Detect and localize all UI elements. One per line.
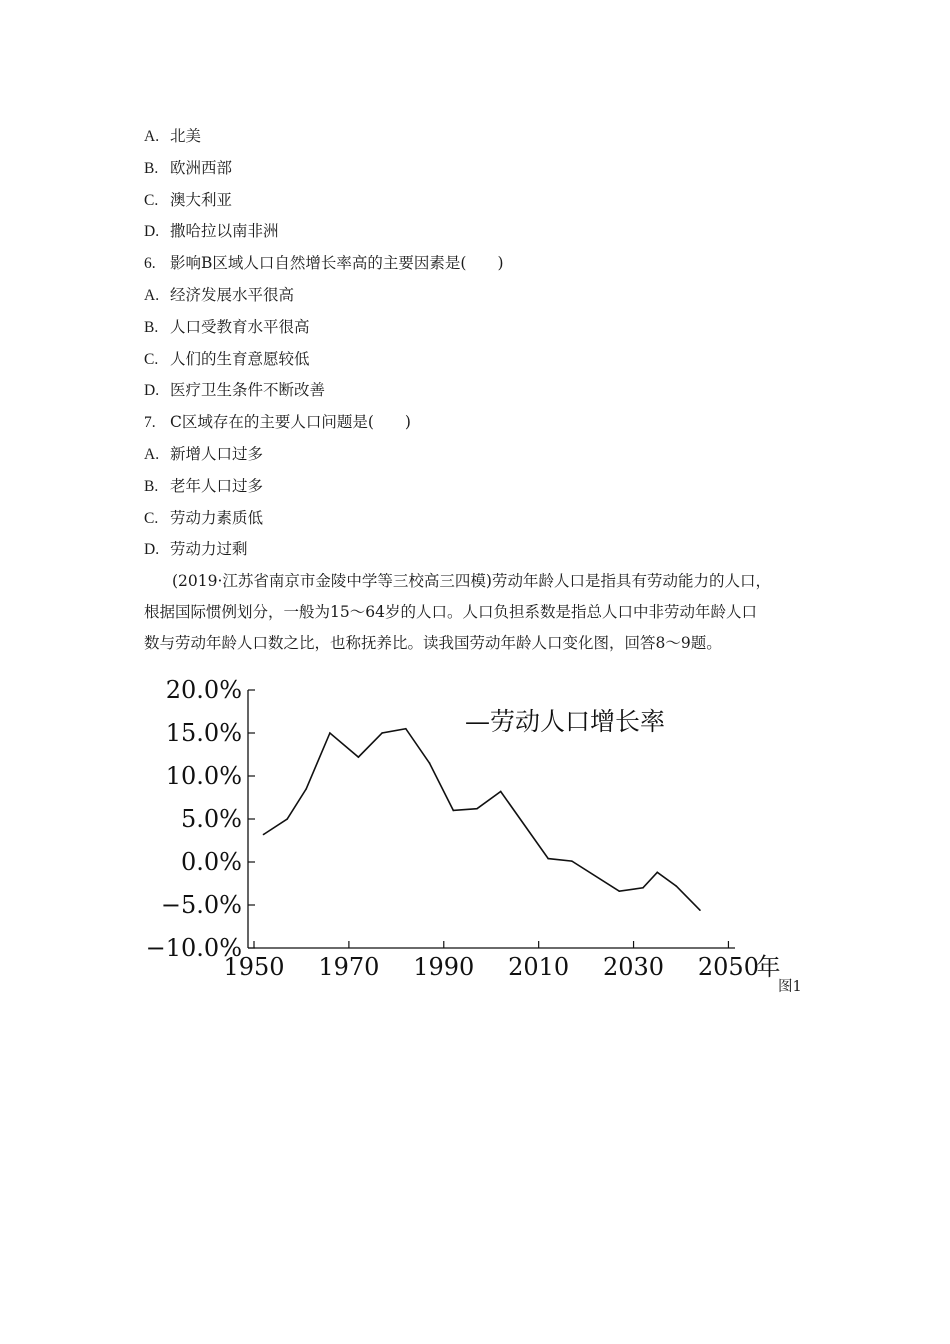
y-tick-label: 0.0% [181,848,242,876]
line-label: C. [144,350,159,368]
y-tick-label: 5.0% [181,805,242,833]
x-tick-label: 1970 [318,953,380,981]
x-tick-label: 2030 [603,953,665,981]
passage [144,566,824,659]
x-tick-label: 1990 [413,953,475,981]
data-point [405,728,407,730]
passage-line-3: 数与劳动年龄人口数之比，也称抚养比。读我国劳动年龄人口变化图，回答8～9题。 [144,634,722,652]
data-point [500,791,502,793]
x-tick-label: 2050 [697,953,759,981]
x-tick-label: 1950 [223,953,285,981]
line-text: 撒哈拉以南非洲 [170,222,279,241]
data-point [699,909,701,911]
line-text: 劳动力过剩 [170,540,248,559]
option-line [144,219,279,241]
line-label: B. [144,477,159,495]
line-label: A. [144,287,160,304]
y-tick-label: 10.0% [165,762,242,790]
legend-label: —劳动人口增长率 [465,707,666,736]
line-text: 影响B区域人口自然增长率高的主要因素是( ) [170,254,504,273]
data-point [305,788,307,790]
data-point [476,808,478,810]
line-label: 7. [144,414,156,432]
line-text: 新增人口过多 [170,445,264,463]
line-label: D. [144,541,160,559]
line-text: 北美 [170,127,202,145]
line-text: 欧洲西部 [170,158,233,177]
y-tick-label: 15.0% [165,719,242,747]
line-label: B. [144,318,159,336]
line-label: A. [144,446,160,463]
data-point [675,885,677,887]
data-point [329,732,331,734]
data-point [642,887,644,889]
option-line [144,124,201,146]
line-text: 人们的生育意愿较低 [170,349,310,368]
question-line [144,410,411,432]
data-point [656,872,658,874]
line-text: 人口受教育水平很高 [170,317,310,336]
option-line [144,347,310,369]
line-label: C. [144,509,159,527]
line-label: 6. [144,255,156,273]
line-text: 老年人口过多 [170,476,264,495]
line-text: 劳动力素质低 [170,508,264,527]
line-text: C区域存在的主要人口问题是( ) [170,413,411,432]
option-line [144,188,232,210]
option-line [144,506,263,528]
option-line [144,442,263,464]
y-tick-label: −10.0% [145,934,242,962]
x-tick-label: 2010 [508,953,570,981]
option-line [144,156,232,178]
line-text: 澳大利亚 [170,190,233,209]
data-point [286,818,288,820]
x-unit-label: 年 [756,953,781,981]
line-label: B. [144,159,159,177]
data-point [571,860,573,862]
data-point [381,732,383,734]
line-text: 经济发展水平很高 [170,286,295,304]
line-label: C. [144,191,159,209]
data-point [547,858,549,860]
question-line [144,251,504,273]
figure-caption: 图1 [778,979,802,995]
line-text: 医疗卫生条件不断改善 [170,381,326,400]
data-point [358,756,360,758]
series-line [264,729,701,911]
y-tick-label: −5.0% [160,891,242,919]
option-line [144,537,248,559]
passage-line-1: (2019·江苏省南京市金陵中学等三校高三四模)劳动年龄人口是指具有劳动能力的人口， [172,572,771,590]
line-label: D. [144,223,160,241]
data-point [263,834,265,836]
data-point [619,890,621,892]
data-point [429,762,431,764]
option-line [144,315,310,337]
line-label: D. [144,382,160,400]
line-label: A. [144,128,160,145]
option-line [144,283,294,305]
y-tick-label: 20.0% [165,676,242,704]
option-line [144,378,325,400]
labor-population-growth-chart [140,672,781,992]
passage-line-2: 根据国际惯例划分，一般为15～64岁的人口。人口负担系数是指总人口中非劳动年龄人口 [144,603,757,621]
option-line [144,474,263,496]
data-point [452,810,454,812]
